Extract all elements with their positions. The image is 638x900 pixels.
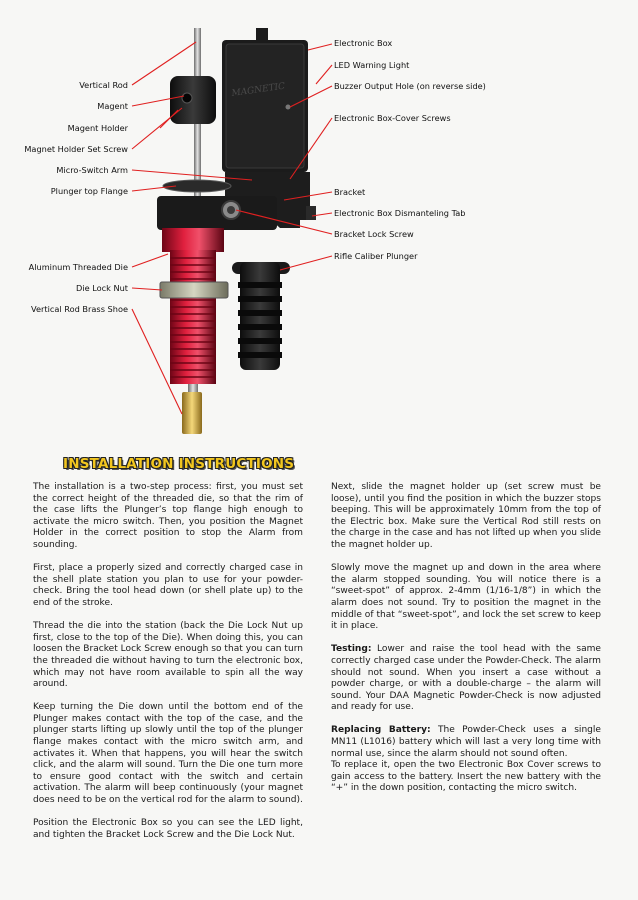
- label-led-warning-light: LED Warning Light: [334, 60, 410, 70]
- label-die-lock-nut: Die Lock Nut: [75, 283, 128, 293]
- label-buzzer-output-hole: Buzzer Output Hole (on reverse side): [334, 81, 486, 91]
- label-bracket: Bracket: [334, 187, 366, 197]
- magnet: [182, 93, 192, 103]
- paragraph: Next, slide the magnet holder up (set screw must be loose), until you find the position in which the buzzer stops beeping. This will be approximately 10mm from the top of the Electric box. Make sure the Vertical Rod still rests on the charge in the case and has not lifted up when you slide the magnet holder up.: [331, 482, 601, 550]
- paragraph: First, place a properly sized and correctly charged case in the shell plate station you plan to use for your powder-check. Bring the tool head down (or shell plate up) to the end of the stroke.: [33, 563, 303, 608]
- paragraph: Thread the die into the station (back the Die Lock Nut up first, close to the top of the Die). When doing this, you can loosen the Bracket Lock Screw enough so that you can turn the threaded die without having to turn the electronic box, which may not have room available to spin all the way around.: [33, 621, 303, 690]
- label-magnet: Magent: [97, 101, 128, 111]
- battery-label: Replacing Battery:: [331, 725, 431, 736]
- testing-text: Lower and raise the tool head with the same correctly charged case under the Powder-Check. The alarm should not sound. When you insert a case without a powder charge, or with a double-charge – the alarm will sound. Your DAA Magnetic Powder-Check is now adjusted and ready for use.: [331, 644, 601, 713]
- label-electronic-box: Electronic Box: [334, 38, 393, 48]
- die-top-block: [157, 196, 277, 230]
- vertical-rod-brass-shoe: [182, 392, 202, 434]
- label-vertical-rod-brass-shoe: Vertical Rod Brass Shoe: [31, 304, 128, 314]
- product-diagram: [0, 0, 638, 445]
- aluminum-threaded-die: [170, 250, 216, 384]
- label-micro-switch-arm: Micro-Switch Arm: [56, 165, 128, 175]
- label-magnet-holder: Magent Holder: [67, 123, 128, 133]
- label-rifle-caliber-plunger: Rifle Caliber Plunger: [334, 251, 418, 261]
- label-aluminum-threaded-die: Aluminum Threaded Die: [28, 262, 128, 272]
- testing-label: Testing:: [331, 644, 372, 655]
- rifle-caliber-plunger: [232, 262, 290, 370]
- battery-paragraph: [331, 725, 601, 760]
- label-vertical-rod: Vertical Rod: [79, 80, 128, 90]
- powder-check-illustration: [0, 0, 638, 445]
- paragraph: To replace it, open the two Electronic Box Cover screws to gain access to the battery. Insert the new battery with the “+” in the down position, contacting the micro switch.: [331, 760, 601, 794]
- paragraph: Slowly move the magnet up and down in the area where the alarm stopped sounding. You will notice there is a “sweet-spot” of approx. 2-4mm (1/16-1/8”) in which the alarm does not sound. Try to position the magnet in the middle of that “sweet-spot”, and lock the set screw to keep it in place.: [331, 563, 601, 632]
- magnet-holder: [170, 76, 216, 124]
- installation-heading: INSTALLATION INSTRUCTIONS: [63, 456, 295, 472]
- label-plunger-top-flange: Plunger top Flange: [50, 186, 128, 196]
- paragraph: Position the Electronic Box so you can see the LED light, and tighten the Bracket Lock Screw and the Die Lock Nut.: [33, 818, 303, 840]
- label-bracket-lock-screw: Bracket Lock Screw: [334, 229, 414, 239]
- battery-text: The Powder-Check uses a single MN11 (L1016) battery which will last a very long time with normal use, since the alarm should not sound often.: [331, 725, 602, 759]
- paragraph: The installation is a two-step process: first, you must set the correct height of the threaded die, so that the rim of the case lifts the Plunger’s top flange high enough to activate the micro switch. Then, you position the Magnet Holder in the correct position to stop the Alarm from sounding.: [33, 482, 303, 550]
- label-electronic-box-cover-screws: Electronic Box-Cover Screws: [334, 113, 451, 123]
- testing-paragraph: [331, 644, 601, 714]
- label-magnet-holder-set-screw: Magnet Holder Set Screw: [24, 144, 128, 154]
- label-electronic-box-dismanteling-tab: Electronic Box Dismanteling Tab: [334, 208, 466, 218]
- svg-text:MAGNETIC: MAGNETIC: [231, 81, 286, 99]
- left-text-column: [33, 482, 303, 853]
- electronic-box: [222, 28, 308, 184]
- right-text-column: [331, 482, 601, 807]
- die-lock-nut: [160, 282, 228, 298]
- paragraph: Keep turning the Die down until the bottom end of the Plunger makes contact with the top of the case, and the plunger starts lifting up slowly until the top of the plunger flange makes contact with the micro switch arm, and activates it. When that happens, you will hear the switch click, and the alarm will sound. Turn the Die one turn more to ensure good contact with the switch and certain activation. The alarm will beep continuously (your magnet does need to be on the vertical rod for the alarm to sound).: [33, 702, 303, 806]
